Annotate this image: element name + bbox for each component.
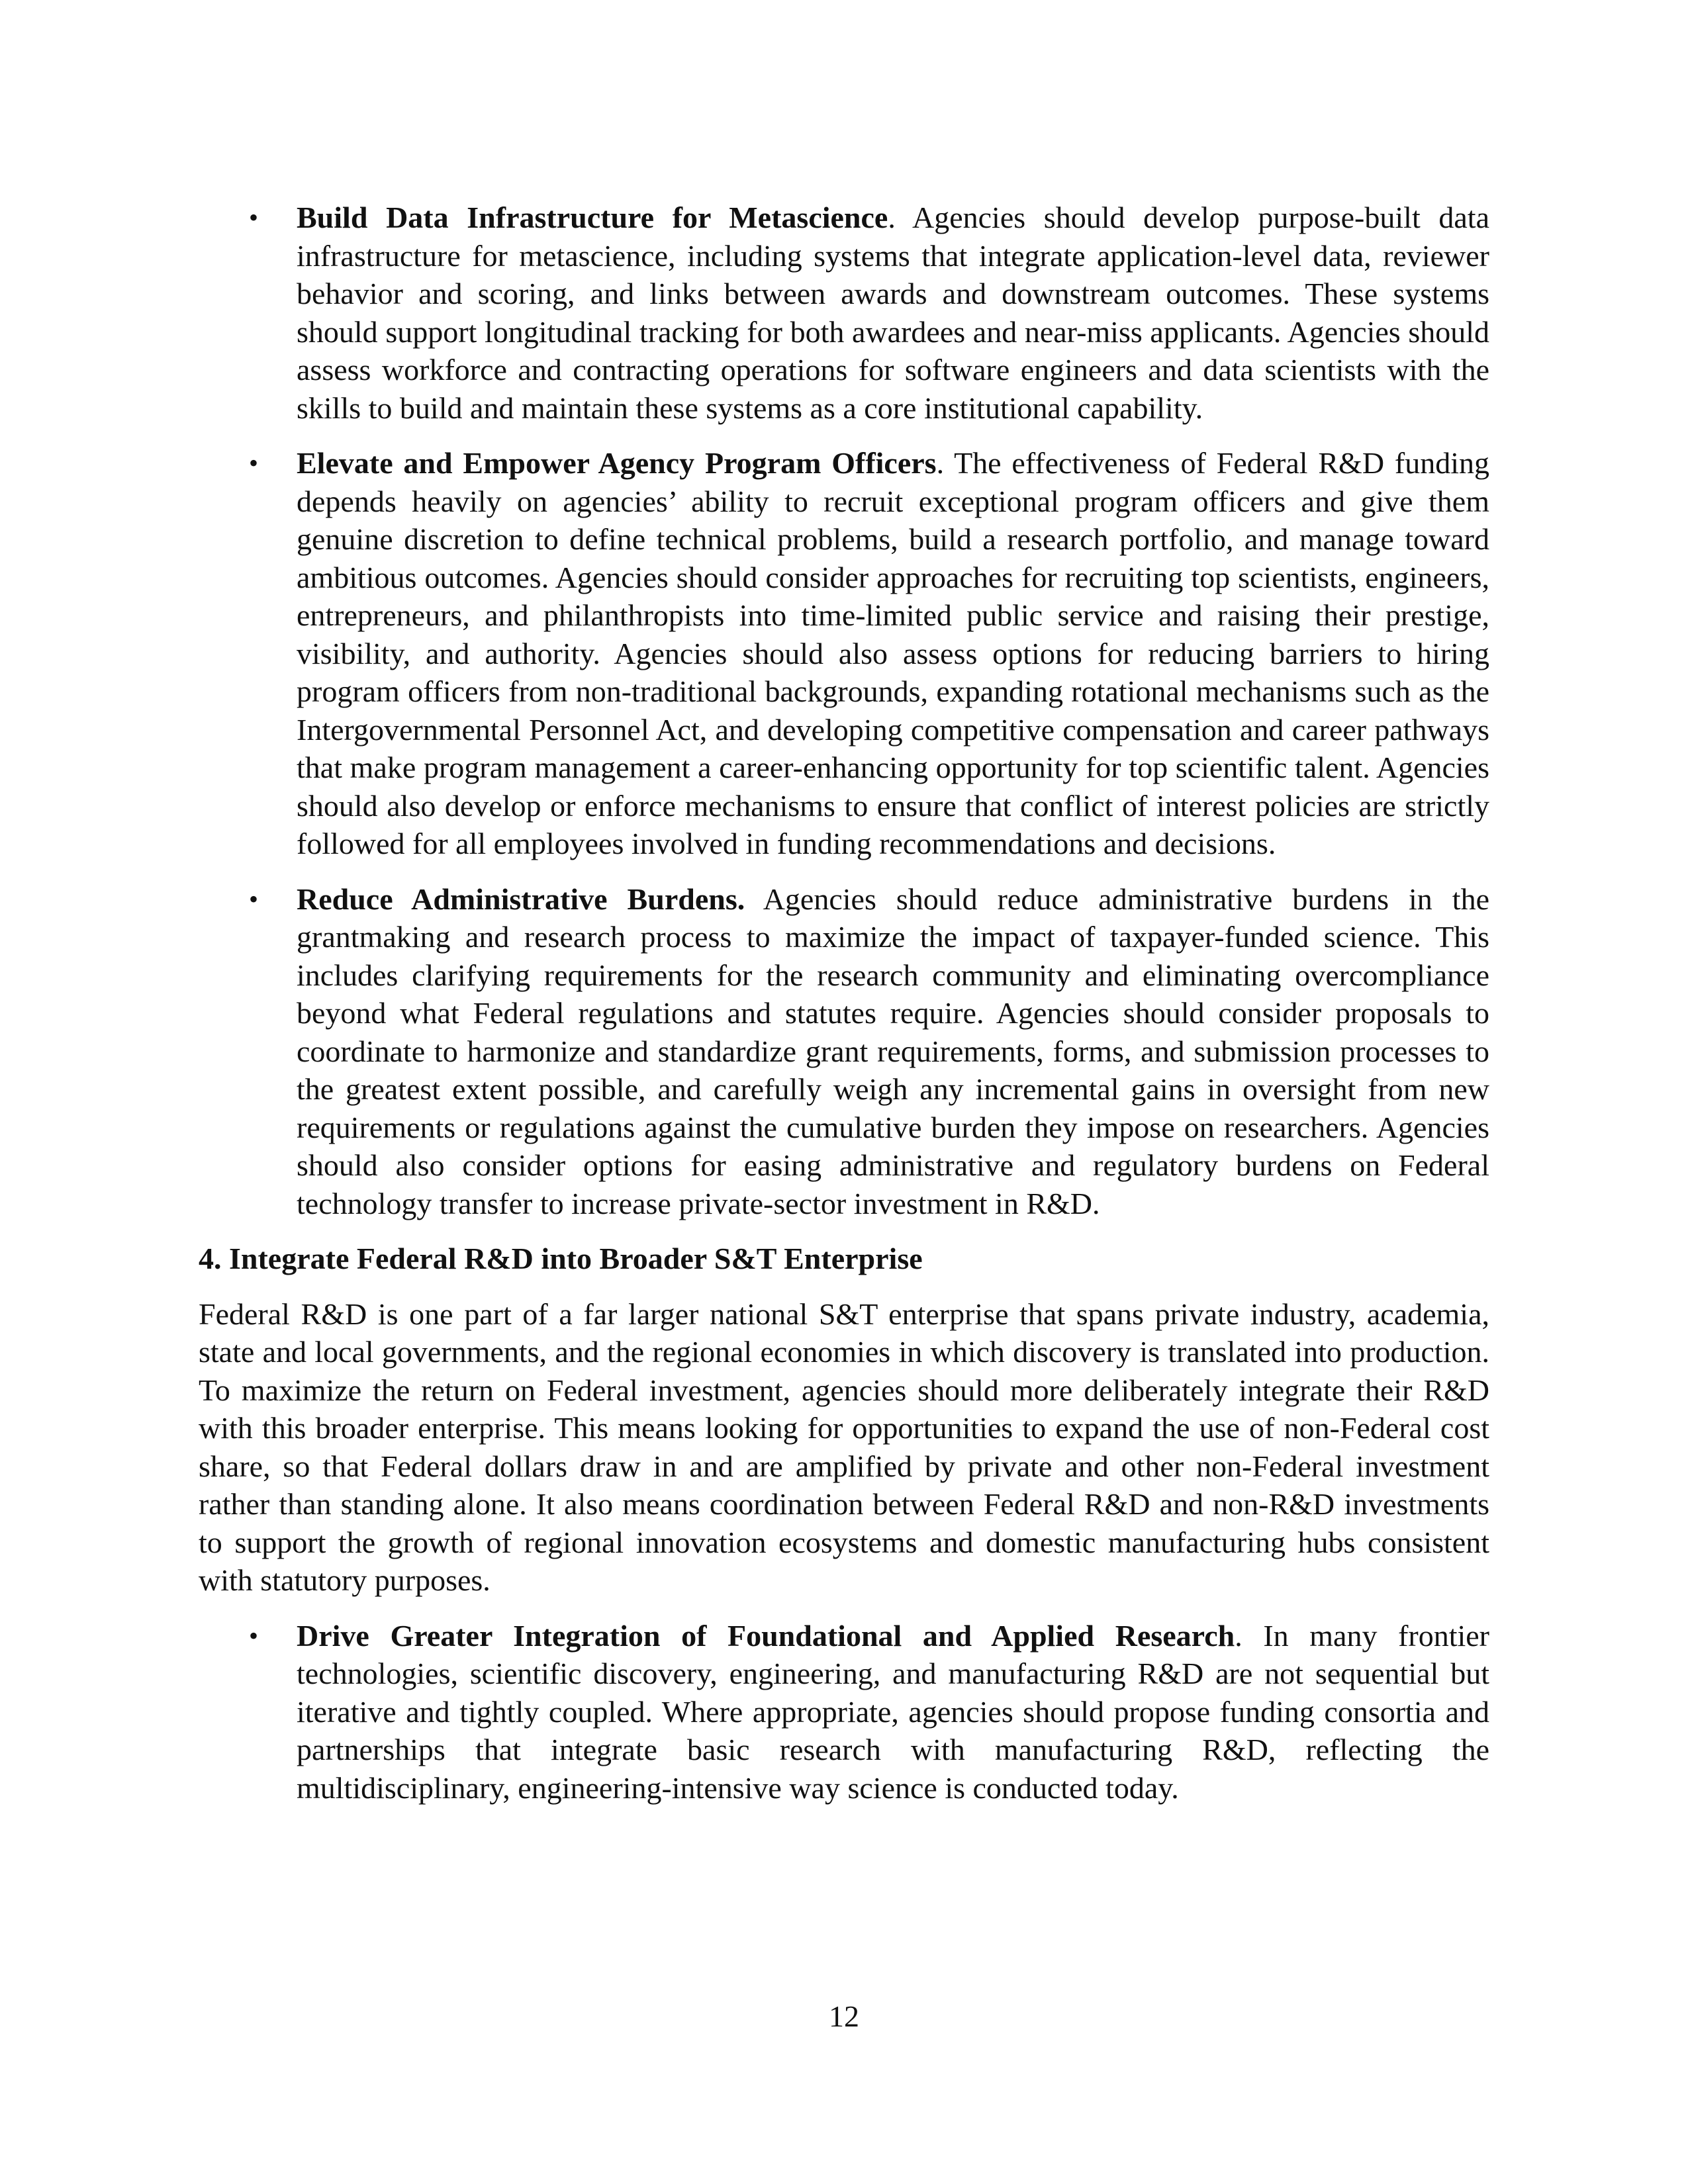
bullet-body: The effectiveness of Federal R&D funding depends heavily on agencies’ ability to recruit exceptional program officers and give them genuine discretion to define technical problems, build a research portfolio, and manage toward ambitious outcomes. Agencies should consider approaches for recruiting top scientists, engineers, entrepreneurs, and philanthropists into time-limited public service and raising their prestige, visibility, and authority. Agencies should also assess options for reducing barriers to hiring program officers from non-traditional backgrounds, expanding rotational mechanisms such as the Intergovernmental Personnel Act, and developing competitive compensation and career pathways that make program management a career-enhancing opportunity for top scientific talent. Agencies should also develop or enforce mechanisms to ensure that conflict of interest policies are strictly followed for all employees involved in funding recommendations and decisions. — [297, 446, 1489, 860]
bullet-item-foundational-applied-research — [199, 1617, 1489, 1807]
bullet-item-administrative-burdens — [199, 880, 1489, 1223]
bullet-body: In many frontier technologies, scientific discovery, engineering, and manufacturing R&D are not sequential but iterative and tightly coupled. Where appropriate, agencies should propose funding consortia and partnerships that integrate basic research with manufacturing R&D, reflecting the multidisciplinary, engineering-intensive way science is conducted today. — [297, 1618, 1489, 1805]
bullet-body: Agencies should reduce administrative burdens in the grantmaking and research process to maximize the impact of taxpayer-funded science. This includes clarifying requirements for the research community and eliminating overcompliance beyond what Federal regulations and statutes require. Agencies should consider proposals to coordinate to harmonize and standardize grant requirements, forms, and submission processes to the greatest extent possible, and carefully weigh any incremental gains in oversight from new requirements or regulations against the cumulative burden they impose on researchers. Agencies should also consider options for easing administrative and regulatory burdens on Federal technology transfer to increase private-sector investment in R&D. — [297, 882, 1489, 1220]
bullet-title: Reduce Administrative Burdens. — [297, 882, 745, 916]
bullet-list-top — [199, 199, 1489, 1222]
bullet-title: Elevate and Empower Agency Program Officers — [297, 446, 937, 480]
page-content — [199, 199, 1489, 1824]
bullet-icon: • — [249, 203, 259, 232]
bullet-icon: • — [249, 448, 259, 478]
bullet-item-metascience-infrastructure — [199, 199, 1489, 427]
section-paragraph: Federal R&D is one part of a far larger national S&T enterprise that spans private industry, academia, state and local governments, and the regional economies in which discovery is translated into production. To maximize the return on Federal investment, agencies should more deliberately integrate their R&D with this broader enterprise. This means looking for opportunities to expand the use of non-Federal cost share, so that Federal dollars draw in and are amplified by private and other non-Federal investment rather than standing alone. It also means coordination between Federal R&D and non-R&D investments to support the growth of regional innovation ecosystems and domestic manufacturing hubs consistent with statutory purposes. — [199, 1297, 1489, 1597]
bullet-icon: • — [249, 1620, 259, 1651]
bullet-item-program-officers — [199, 444, 1489, 863]
bullet-icon: • — [249, 884, 259, 914]
bullet-title: Drive Greater Integration of Foundational and Applied Research — [297, 1618, 1235, 1653]
bullet-title-suffix: . — [1235, 1618, 1243, 1653]
bullet-title: Build Data Infrastructure for Metascience — [297, 201, 888, 234]
bullet-title-suffix: . — [936, 446, 945, 480]
section-heading: 4. Integrate Federal R&D into Broader S&T Enterprise — [199, 1242, 923, 1275]
page-number: 12 — [829, 1999, 859, 2033]
bullet-title-suffix: . — [888, 201, 896, 234]
bullet-body: Agencies should develop purpose-built data infrastructure for metascience, including systems that integrate application-level data, reviewer behavior and scoring, and links between awards and downstream outcomes. These systems should support longitudinal tracking for both awardees and near-miss applicants. Agencies should assess workforce and contracting operations for software engineers and data scientists with the skills to build and maintain these systems as a core institutional capability. — [297, 201, 1489, 425]
bullet-list-bottom — [199, 1617, 1489, 1807]
